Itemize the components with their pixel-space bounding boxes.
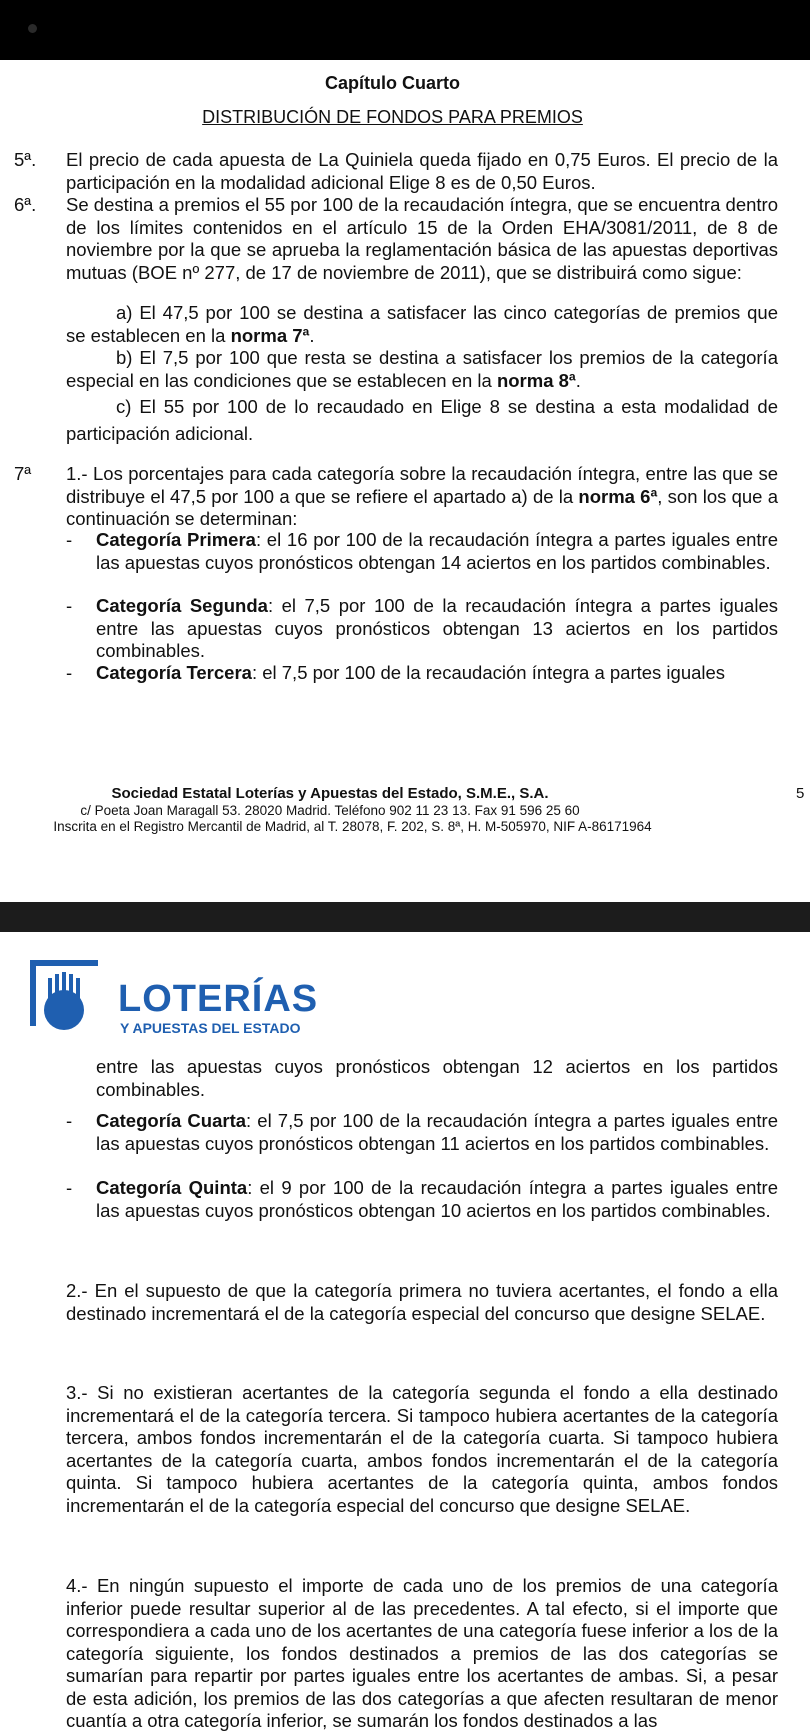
rule-7-text: 1.- Los porcentajes para cada categoría sobre la recaudación íntegra, entre las que se distribuye el 47,5 por 100 a que se refiere el apartado a) de la norma 6ª, son los que a continuación se determinan: — [66, 463, 778, 529]
document-page-1 — [0, 60, 810, 902]
rule-6-b: b) El 7,5 por 100 que resta se destina a satisfacer los premios de la categoría especial en las condiciones que se establecen en la norma 8ª. — [66, 347, 778, 391]
footer-address: c/ Poeta Joan Maragall 53. 28020 Madrid. Teléfono 902 11 23 13. Fax 91 596 25 60 — [80, 803, 580, 818]
item-2-text: 2.- En el supuesto de que la categoría primera no tuviera acertantes, el fondo a ella destinado incrementará el de la categoría especial del concurso que designe SELAE. — [66, 1280, 778, 1324]
camera-dot — [28, 24, 37, 33]
logo-subtitle: Y APUESTAS DEL ESTADO — [120, 1020, 301, 1036]
rule-6-a-ref: norma 7ª — [230, 324, 310, 346]
item-4-text: 4.- En ningún supuesto el importe de cada uno de los premios de una categoría inferior puede resultar superior al de las precedentes. A tal efecto, si el importe que correspondiera a cada uno de los acertantes de una categoría fuese inferior a los de la categoría siguiente, los fondos destinados a premios de las dos categorías se sumarían para repartir por partes iguales entre los acertantes de ambas. Si, a pesar de esta adición, los premios de las dos categorías a que afecten resultaran de menor cuantía a otra categoría inferior, se sumarán los fondos destinados a las — [66, 1575, 778, 1731]
category-2-item: Categoría Segunda: el 7,5 por 100 de la recaudación íntegra a partes iguales entre las apuestas cuyos pronósticos obtengan 13 aciertos en los partidos combinables. — [96, 595, 778, 661]
category-5-item: Categoría Quinta: el 9 por 100 de la recaudación íntegra a partes iguales entre las apuestas cuyos pronósticos obtengan 10 aciertos en los partidos combinables. — [96, 1177, 778, 1221]
chapter-title: Capítulo Cuarto — [325, 73, 460, 93]
page-separator — [0, 902, 810, 932]
rule-6-b-ref: norma 8ª — [496, 369, 576, 391]
category-3-item: Categoría Tercera: el 7,5 por 100 de la recaudación íntegra a partes iguales — [96, 662, 726, 683]
category-3-name: Categoría Tercera — [96, 662, 252, 683]
bullet-dash: - — [66, 529, 73, 550]
rule-6-text: Se destina a premios el 55 por 100 de la recaudación íntegra, que se encuentra dentro de los límites contenidos en el artículo 15 de la Orden EHA/3081/2011, de 8 de noviembre por la que se aprueba la reglamentación básica de las apuestas deportivas mutuas (BOE nº 277, de 17 de noviembre de 2011), que se distribuirá como sigue: — [66, 194, 778, 283]
category-5-name: Categoría Quinta — [96, 1177, 248, 1198]
bullet-dash: - — [66, 1177, 73, 1198]
item-3-text: 3.- Si no existieran acertantes de la categoría segunda el fondo a ella destinado incrementará el de la categoría tercera. Si tampoco hubiera acertantes de la categoría tercera, ambos fondos incrementarán el de la categoría cuarta. Si tampoco hubiera acertantes de la categoría cuarta, ambos fondos incrementarán el de la categoría quinta. Si tampoco hubiera acertantes de la categoría quinta, ambos fondos incrementarán el de la categoría especial del concurso que designe SELAE. — [66, 1382, 778, 1516]
rule-7-ref: norma 6ª — [578, 485, 658, 507]
logo-title: LOTERÍAS — [118, 978, 319, 1020]
section-title: DISTRIBUCIÓN DE FONDOS PARA PREMIOS — [202, 107, 583, 127]
rule-7-number: 7ª — [14, 463, 32, 484]
rule-5-number: 5ª. — [14, 149, 37, 170]
category-4-name: Categoría Cuarta — [96, 1110, 247, 1131]
rule-6-number: 6ª. — [14, 194, 37, 215]
logo-drop-icon — [44, 972, 86, 1032]
category-3-continuation: entre las apuestas cuyos pronósticos obtengan 12 aciertos en los partidos combinables. — [96, 1056, 778, 1100]
bullet-dash: - — [66, 1110, 73, 1131]
category-1-item: Categoría Primera: el 16 por 100 de la recaudación íntegra a partes iguales entre las apuestas cuyos pronósticos obtengan 14 aciertos en los partidos combinables. — [96, 529, 779, 573]
document-page-2 — [0, 932, 810, 1734]
category-2-name: Categoría Segunda — [96, 595, 268, 616]
category-1-name: Categoría Primera — [96, 529, 256, 550]
rule-5-text: El precio de cada apuesta de La Quiniela queda fijado en 0,75 Euros. El precio de la participación en la modalidad adicional Elige 8 es de 0,50 Euros. — [66, 149, 778, 193]
footer-company-name: Sociedad Estatal Loterías y Apuestas del Estado, S.M.E., S.A. — [111, 785, 549, 802]
category-4-item: Categoría Cuarta: el 7,5 por 100 de la recaudación íntegra a partes iguales entre las apuestas cuyos pronósticos obtengan 11 aciertos en los partidos combinables. — [96, 1110, 778, 1154]
rule-6-c: c) El 55 por 100 de lo recaudado en Elige 8 se destina a esta modalidad de participación adicional. — [66, 396, 778, 444]
bullet-dash: - — [66, 662, 73, 683]
top-status-bar — [0, 0, 810, 60]
bullet-dash: - — [66, 595, 73, 616]
page-number: 5 — [796, 785, 805, 802]
rule-6-a: a) El 47,5 por 100 se destina a satisfacer las cinco categorías de premios que se establecen en la norma 7ª. — [66, 302, 778, 346]
footer-registry: Inscrita en el Registro Mercantil de Madrid, al T. 28078, F. 202, S. 8ª, H. M-505970, NIF A-86171964 — [53, 819, 652, 834]
